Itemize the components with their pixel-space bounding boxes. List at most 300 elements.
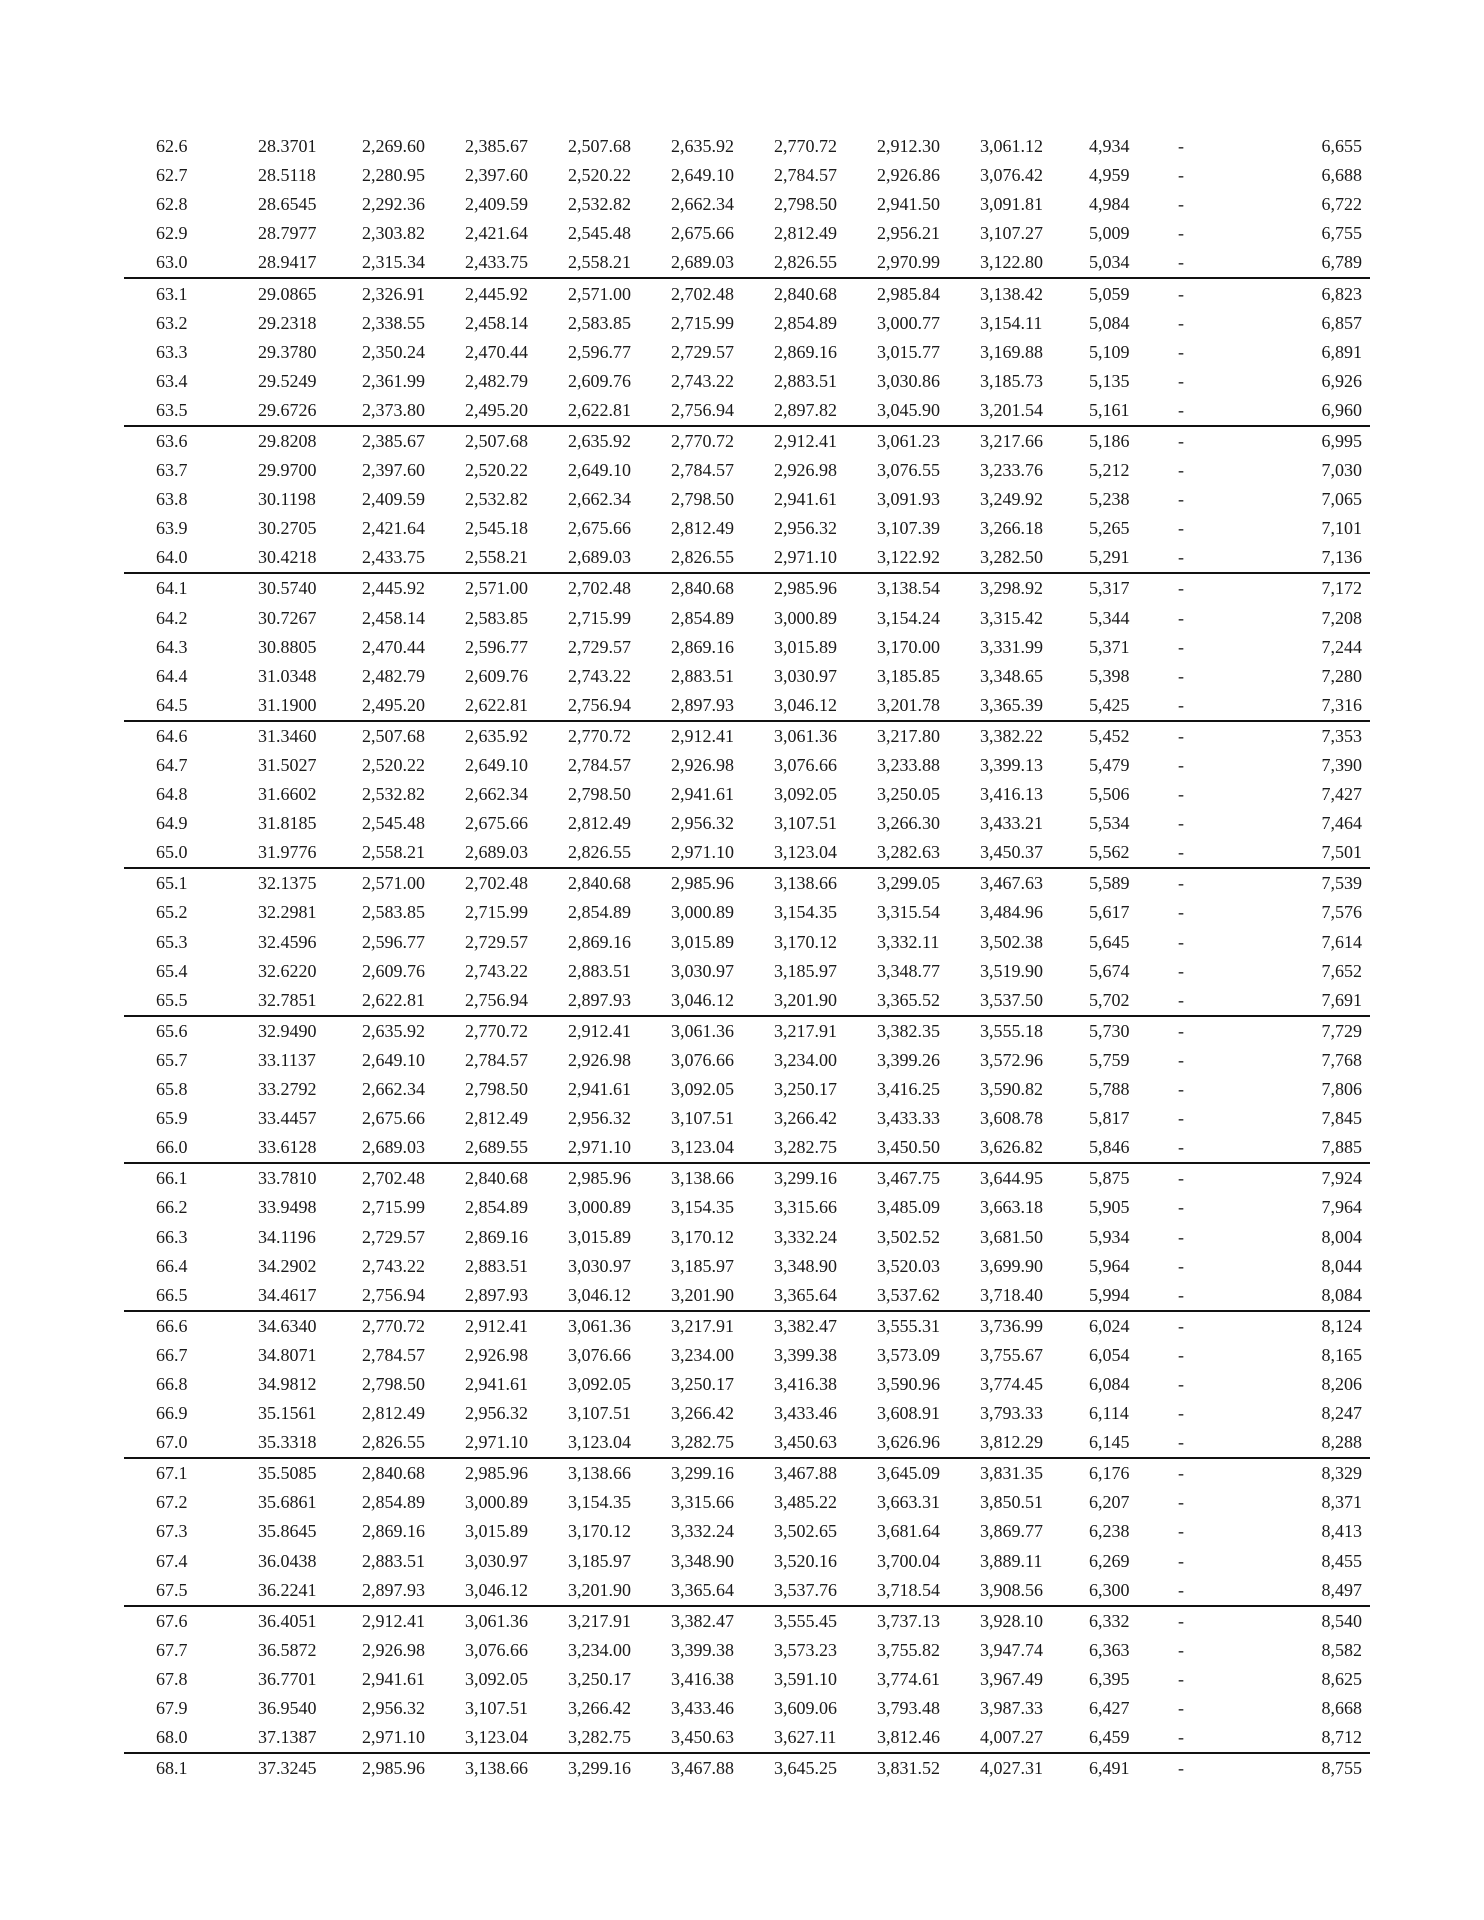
table-cell: 8,668 bbox=[1321, 1698, 1362, 1719]
table-cell: 63.9 bbox=[156, 518, 188, 539]
table-cell: 7,964 bbox=[1321, 1197, 1362, 1218]
table-cell: 3,030.97 bbox=[774, 665, 837, 686]
table-cell: 2,458.14 bbox=[465, 312, 528, 333]
table-cell: 6,084 bbox=[1089, 1373, 1130, 1394]
table-cell: 33.7810 bbox=[224, 1163, 328, 1193]
table-cell: 2,715.99 bbox=[362, 1197, 425, 1218]
table-cell: 3,382.35 bbox=[843, 1016, 946, 1046]
table-row bbox=[124, 161, 1370, 190]
table-row bbox=[124, 662, 1370, 691]
table-cell: 3,046.12 bbox=[568, 1284, 631, 1305]
table-cell: 2,869.16 bbox=[362, 1521, 425, 1542]
table-cell: 8,582 bbox=[1321, 1639, 1362, 1660]
table-row bbox=[124, 838, 1370, 868]
table-cell: 64.6 bbox=[124, 721, 224, 751]
table-cell: 3,365.39 bbox=[980, 694, 1043, 715]
table-cell: 63.5 bbox=[156, 399, 188, 420]
table-cell: 2,583.85 bbox=[362, 902, 425, 923]
table-cell: 3,348.65 bbox=[980, 665, 1043, 686]
table-cell: 62.9 bbox=[156, 223, 188, 244]
table-cell: 8,044 bbox=[1321, 1255, 1362, 1276]
table-cell: 2,715.99 bbox=[465, 902, 528, 923]
table-cell: 3,812.29 bbox=[980, 1432, 1043, 1453]
table-cell: 2,971.10 bbox=[671, 842, 734, 863]
table-cell: 3,537.76 bbox=[774, 1579, 837, 1600]
table-cell: 3,045.90 bbox=[877, 399, 940, 420]
table-cell: - bbox=[1178, 223, 1184, 244]
table-cell: 32.9490 bbox=[224, 1016, 328, 1046]
table-cell: 36.0438 bbox=[258, 1550, 317, 1571]
table-cell: 8,497 bbox=[1321, 1579, 1362, 1600]
table-cell: 2,715.99 bbox=[671, 312, 734, 333]
table-cell: 30.5740 bbox=[224, 573, 328, 603]
table-cell: 3,250.17 bbox=[774, 1079, 837, 1100]
table-cell: 7,768 bbox=[1321, 1049, 1362, 1070]
table-cell: 3,030.97 bbox=[465, 1550, 528, 1571]
table-cell: - bbox=[1148, 1458, 1246, 1488]
table-cell: 3,627.11 bbox=[774, 1727, 837, 1748]
table-cell: 7,464 bbox=[1321, 813, 1362, 834]
table-cell: 67.5 bbox=[156, 1579, 188, 1600]
table-cell: 5,534 bbox=[1089, 813, 1130, 834]
table-cell: 2,770.72 bbox=[534, 721, 637, 751]
table-cell: 5,059 bbox=[1049, 278, 1148, 308]
table-cell: 7,353 bbox=[1246, 721, 1370, 751]
table-cell: 5,562 bbox=[1089, 842, 1130, 863]
table-cell: 28.9417 bbox=[258, 252, 317, 273]
table-cell: 2,784.57 bbox=[362, 1344, 425, 1365]
table-cell: - bbox=[1148, 1311, 1246, 1341]
table-cell: - bbox=[1178, 1255, 1184, 1276]
table-cell: - bbox=[1178, 636, 1184, 657]
table-cell: 2,558.21 bbox=[465, 547, 528, 568]
table-cell: 2,743.22 bbox=[568, 665, 631, 686]
table-cell: 3,015.89 bbox=[774, 636, 837, 657]
table-cell: 3,107.51 bbox=[465, 1698, 528, 1719]
table-cell: 63.2 bbox=[156, 312, 188, 333]
table-cell: 2,702.48 bbox=[637, 278, 740, 308]
table-cell: 2,985.96 bbox=[637, 868, 740, 898]
table-cell: 3,755.82 bbox=[877, 1639, 940, 1660]
table-cell: 2,912.41 bbox=[328, 1606, 431, 1636]
table-cell: 2,702.48 bbox=[534, 573, 637, 603]
table-cell: 2,520.22 bbox=[568, 165, 631, 186]
table-cell: 2,985.84 bbox=[843, 278, 946, 308]
table-cell: 31.6602 bbox=[258, 784, 317, 805]
table-cell: 32.2981 bbox=[258, 902, 317, 923]
table-cell: 5,730 bbox=[1049, 1016, 1148, 1046]
table-cell: 2,840.68 bbox=[328, 1458, 431, 1488]
table-cell: 2,743.22 bbox=[465, 960, 528, 981]
table-cell: 2,926.86 bbox=[877, 165, 940, 186]
table-cell: 33.4457 bbox=[258, 1108, 317, 1129]
table-cell: 5,371 bbox=[1089, 636, 1130, 657]
table-cell: 2,971.10 bbox=[568, 1137, 631, 1158]
table-cell: 32.7851 bbox=[258, 989, 317, 1010]
table-cell: 66.5 bbox=[156, 1284, 188, 1305]
table-cell: 3,076.66 bbox=[671, 1049, 734, 1070]
table-cell: 4,027.31 bbox=[946, 1753, 1049, 1783]
table-row bbox=[124, 780, 1370, 809]
table-cell: 2,545.18 bbox=[465, 518, 528, 539]
table-row bbox=[124, 367, 1370, 396]
table-cell: 3,185.85 bbox=[877, 665, 940, 686]
table-cell: 8,755 bbox=[1246, 1753, 1370, 1783]
table-cell: 3,572.96 bbox=[980, 1049, 1043, 1070]
table-cell: 2,571.00 bbox=[534, 278, 637, 308]
table-cell: 3,382.22 bbox=[946, 721, 1049, 751]
table-cell: 2,520.22 bbox=[465, 460, 528, 481]
table-cell: 2,770.72 bbox=[637, 426, 740, 456]
table-cell: - bbox=[1148, 1016, 1246, 1046]
table-cell: 3,644.95 bbox=[946, 1163, 1049, 1193]
table-cell: 2,985.96 bbox=[534, 1163, 637, 1193]
table-row bbox=[124, 1458, 1370, 1488]
table-cell: 33.1137 bbox=[258, 1049, 316, 1070]
table-cell: 2,956.32 bbox=[671, 813, 734, 834]
table-cell: 2,596.77 bbox=[568, 341, 631, 362]
table-cell: 3,645.09 bbox=[843, 1458, 946, 1488]
table-cell: 2,941.61 bbox=[568, 1079, 631, 1100]
table-cell: 3,365.64 bbox=[671, 1579, 734, 1600]
table-cell: 3,170.12 bbox=[774, 931, 837, 952]
table-cell: 3,399.26 bbox=[877, 1049, 940, 1070]
table-cell: 2,622.81 bbox=[568, 399, 631, 420]
table-cell: 65.3 bbox=[156, 931, 188, 952]
table-cell: 3,467.75 bbox=[843, 1163, 946, 1193]
table-cell: 3,450.63 bbox=[671, 1727, 734, 1748]
table-cell: 3,107.51 bbox=[568, 1403, 631, 1424]
table-cell: 2,985.96 bbox=[328, 1753, 431, 1783]
table-cell: 3,154.35 bbox=[774, 902, 837, 923]
table-cell: 65.2 bbox=[156, 902, 188, 923]
table-cell: 3,107.27 bbox=[980, 223, 1043, 244]
table-cell: 2,596.77 bbox=[465, 636, 528, 657]
table-cell: 63.7 bbox=[156, 460, 188, 481]
table-cell: 65.1 bbox=[124, 868, 224, 898]
table-cell: 3,416.38 bbox=[774, 1373, 837, 1394]
table-cell: 3,185.97 bbox=[774, 960, 837, 981]
table-cell: 2,840.68 bbox=[637, 573, 740, 603]
table-cell: 2,840.68 bbox=[740, 278, 843, 308]
table-cell: 3,947.74 bbox=[980, 1639, 1043, 1660]
table-cell: 2,926.98 bbox=[568, 1049, 631, 1070]
table-cell: 2,883.51 bbox=[671, 665, 734, 686]
table-cell: 3,061.36 bbox=[740, 721, 843, 751]
table-cell: 8,206 bbox=[1321, 1373, 1362, 1394]
table-cell: 2,571.00 bbox=[328, 868, 431, 898]
table-cell: 3,718.40 bbox=[980, 1284, 1043, 1305]
table-row bbox=[124, 1428, 1370, 1458]
table-cell: 2,756.94 bbox=[568, 694, 631, 715]
table-cell: 3,399.38 bbox=[774, 1344, 837, 1365]
table-row bbox=[124, 132, 1370, 161]
table-cell: - bbox=[1148, 721, 1246, 751]
table-cell: 3,502.65 bbox=[774, 1521, 837, 1542]
table-cell: 3,467.88 bbox=[740, 1458, 843, 1488]
table-cell: 8,165 bbox=[1321, 1344, 1362, 1365]
table-cell: 35.1561 bbox=[258, 1403, 317, 1424]
table-cell: 3,282.63 bbox=[877, 842, 940, 863]
table-cell: 2,662.34 bbox=[465, 784, 528, 805]
table-row bbox=[124, 691, 1370, 721]
table-cell: 37.3245 bbox=[224, 1753, 328, 1783]
table-cell: 3,123.04 bbox=[568, 1432, 631, 1453]
table-cell: 2,421.64 bbox=[465, 223, 528, 244]
table-cell: 3,138.66 bbox=[534, 1458, 637, 1488]
table-row bbox=[124, 1694, 1370, 1723]
table-cell: - bbox=[1178, 1197, 1184, 1218]
table-cell: 2,507.68 bbox=[568, 136, 631, 157]
table-cell: 3,030.97 bbox=[671, 960, 734, 981]
table-row bbox=[124, 986, 1370, 1016]
table-cell: 66.0 bbox=[156, 1137, 188, 1158]
table-cell: 2,941.61 bbox=[774, 489, 837, 510]
table-row bbox=[124, 543, 1370, 573]
table-cell: 3,201.90 bbox=[671, 1284, 734, 1305]
table-cell: 5,084 bbox=[1089, 312, 1130, 333]
table-cell: 2,649.10 bbox=[465, 755, 528, 776]
table-cell: 62.8 bbox=[156, 194, 188, 215]
table-cell: 3,092.05 bbox=[671, 1079, 734, 1100]
table-cell: 6,823 bbox=[1246, 278, 1370, 308]
table-cell: 2,715.99 bbox=[568, 607, 631, 628]
table-cell: 2,385.67 bbox=[328, 426, 431, 456]
table-cell: 6,024 bbox=[1049, 1311, 1148, 1341]
table-cell: 2,280.95 bbox=[362, 165, 425, 186]
table-cell: 2,756.94 bbox=[362, 1284, 425, 1305]
table-cell: 2,883.51 bbox=[568, 960, 631, 981]
table-cell: 3,433.46 bbox=[774, 1403, 837, 1424]
table-cell: 32.4596 bbox=[258, 931, 317, 952]
table-cell: 3,681.64 bbox=[877, 1521, 940, 1542]
table-cell: 3,332.11 bbox=[877, 931, 940, 952]
table-cell: 3,154.35 bbox=[568, 1492, 631, 1513]
table-cell: 35.5085 bbox=[224, 1458, 328, 1488]
table-cell: 3,831.35 bbox=[946, 1458, 1049, 1488]
table-cell: 3,233.88 bbox=[877, 755, 940, 776]
table-cell: 5,788 bbox=[1089, 1079, 1130, 1100]
table-cell: 3,365.52 bbox=[877, 989, 940, 1010]
table-cell: 29.3780 bbox=[258, 341, 317, 362]
table-cell: 3,850.51 bbox=[980, 1492, 1043, 1513]
table-row bbox=[124, 426, 1370, 456]
table-cell: 8,413 bbox=[1321, 1521, 1362, 1542]
table-cell: 33.6128 bbox=[258, 1137, 317, 1158]
table-cell: - bbox=[1178, 1108, 1184, 1129]
table-cell: 6,960 bbox=[1321, 399, 1362, 420]
table-cell: 2,558.21 bbox=[362, 842, 425, 863]
table-cell: 3,555.45 bbox=[740, 1606, 843, 1636]
table-cell: 3,061.36 bbox=[637, 1016, 740, 1046]
table-cell: 3,450.50 bbox=[877, 1137, 940, 1158]
table-cell: 2,926.98 bbox=[774, 460, 837, 481]
table-cell: 8,455 bbox=[1321, 1550, 1362, 1571]
table-cell: 28.6545 bbox=[258, 194, 317, 215]
table-cell: 65.6 bbox=[124, 1016, 224, 1046]
table-cell: 3,299.05 bbox=[843, 868, 946, 898]
table-cell: 2,397.60 bbox=[362, 460, 425, 481]
table-row bbox=[124, 1606, 1370, 1636]
table-cell: 3,076.55 bbox=[877, 460, 940, 481]
table-row bbox=[124, 1636, 1370, 1665]
table-cell: 64.5 bbox=[156, 694, 188, 715]
table-cell: 2,897.93 bbox=[568, 989, 631, 1010]
table-cell: 3,092.05 bbox=[465, 1668, 528, 1689]
table-cell: 2,649.10 bbox=[568, 460, 631, 481]
table-cell: 2,770.72 bbox=[774, 136, 837, 157]
table-row bbox=[124, 278, 1370, 308]
table-cell: 2,495.20 bbox=[465, 399, 528, 420]
table-cell: 67.2 bbox=[156, 1492, 188, 1513]
table-cell: 2,292.36 bbox=[362, 194, 425, 215]
table-cell: 2,675.66 bbox=[362, 1108, 425, 1129]
table-cell: 6,995 bbox=[1246, 426, 1370, 456]
table-body bbox=[124, 132, 1370, 1783]
table-cell: 8,084 bbox=[1321, 1284, 1362, 1305]
table-cell: 6,145 bbox=[1089, 1432, 1130, 1453]
table-cell: 3,266.30 bbox=[877, 813, 940, 834]
table-row bbox=[124, 809, 1370, 838]
table-cell: 63.6 bbox=[124, 426, 224, 456]
table-cell: 2,798.50 bbox=[465, 1079, 528, 1100]
table-cell: - bbox=[1178, 931, 1184, 952]
table-cell: 2,702.48 bbox=[431, 868, 534, 898]
table-cell: 30.7267 bbox=[258, 607, 317, 628]
table-cell: 3,908.56 bbox=[980, 1579, 1043, 1600]
table-cell: 36.9540 bbox=[258, 1698, 317, 1719]
table-cell: 33.9498 bbox=[258, 1197, 317, 1218]
table-cell: 3,928.10 bbox=[946, 1606, 1049, 1636]
table-cell: 3,348.77 bbox=[877, 960, 940, 981]
table-row bbox=[124, 1723, 1370, 1753]
table-row bbox=[124, 248, 1370, 278]
table-cell: 2,756.94 bbox=[465, 989, 528, 1010]
table-cell: 3,348.90 bbox=[671, 1550, 734, 1571]
table-cell: 3,266.18 bbox=[980, 518, 1043, 539]
table-cell: 6,926 bbox=[1321, 370, 1362, 391]
table-row bbox=[124, 633, 1370, 662]
table-cell: - bbox=[1178, 1226, 1184, 1247]
table-cell: - bbox=[1178, 194, 1184, 215]
table-cell: 3,987.33 bbox=[980, 1698, 1043, 1719]
table-cell: - bbox=[1178, 784, 1184, 805]
table-cell: 3,061.12 bbox=[980, 136, 1043, 157]
table-cell: 2,338.55 bbox=[362, 312, 425, 333]
table-cell: 62.7 bbox=[156, 165, 188, 186]
table-cell: - bbox=[1178, 989, 1184, 1010]
table-cell: 3,030.97 bbox=[568, 1255, 631, 1276]
table-cell: 2,507.68 bbox=[431, 426, 534, 456]
table-row bbox=[124, 1133, 1370, 1163]
table-row bbox=[124, 1753, 1370, 1783]
table-cell: - bbox=[1178, 755, 1184, 776]
table-cell: - bbox=[1178, 1698, 1184, 1719]
table-cell: 6,114 bbox=[1089, 1403, 1129, 1424]
table-cell: 3,217.91 bbox=[637, 1311, 740, 1341]
table-cell: 64.9 bbox=[156, 813, 188, 834]
table-cell: 3,266.42 bbox=[568, 1698, 631, 1719]
table-cell: 8,540 bbox=[1246, 1606, 1370, 1636]
table-row bbox=[124, 485, 1370, 514]
table-cell: 34.4617 bbox=[258, 1284, 317, 1305]
table-cell: 3,249.92 bbox=[980, 489, 1043, 510]
table-cell: 3,154.35 bbox=[671, 1197, 734, 1218]
table-cell: 5,964 bbox=[1089, 1255, 1130, 1276]
table-cell: 65.4 bbox=[156, 960, 188, 981]
table-cell: 3,626.96 bbox=[877, 1432, 940, 1453]
table-cell: - bbox=[1178, 460, 1184, 481]
table-cell: 4,984 bbox=[1089, 194, 1130, 215]
table-cell: 2,956.32 bbox=[362, 1698, 425, 1719]
table-cell: 3,061.36 bbox=[431, 1606, 534, 1636]
table-cell: 5,506 bbox=[1089, 784, 1130, 805]
table-cell: - bbox=[1178, 813, 1184, 834]
table-cell: 2,433.75 bbox=[465, 252, 528, 273]
table-cell: - bbox=[1178, 1344, 1184, 1365]
table-cell: 2,956.32 bbox=[568, 1108, 631, 1129]
table-row bbox=[124, 338, 1370, 367]
table-cell: 3,138.66 bbox=[740, 868, 843, 898]
table-cell: 2,956.32 bbox=[774, 518, 837, 539]
table-cell: 35.3318 bbox=[258, 1432, 317, 1453]
table-cell: 66.2 bbox=[156, 1197, 188, 1218]
table-cell: 34.8071 bbox=[258, 1344, 317, 1365]
table-cell: 3,250.05 bbox=[877, 784, 940, 805]
table-cell: 3,170.12 bbox=[568, 1521, 631, 1542]
table-row bbox=[124, 1341, 1370, 1370]
table-cell: 8,004 bbox=[1321, 1226, 1362, 1247]
table-cell: 5,344 bbox=[1089, 607, 1130, 628]
table-cell: 3,382.47 bbox=[740, 1311, 843, 1341]
table-cell: 3,774.61 bbox=[877, 1668, 940, 1689]
table-cell: 64.0 bbox=[156, 547, 188, 568]
table-cell: 3,793.48 bbox=[877, 1698, 940, 1719]
table-cell: 5,645 bbox=[1089, 931, 1130, 952]
table-cell: - bbox=[1178, 1049, 1184, 1070]
table-cell: 2,956.21 bbox=[877, 223, 940, 244]
table-cell: 29.8208 bbox=[224, 426, 328, 456]
table-cell: 36.7701 bbox=[258, 1668, 317, 1689]
table-cell: 2,798.50 bbox=[671, 489, 734, 510]
table-cell: 3,122.92 bbox=[877, 547, 940, 568]
table-cell: 3,502.52 bbox=[877, 1226, 940, 1247]
table-cell: 2,883.51 bbox=[362, 1550, 425, 1571]
table-cell: 67.3 bbox=[156, 1521, 188, 1542]
table-cell: 3,201.90 bbox=[774, 989, 837, 1010]
table-cell: 2,495.20 bbox=[362, 694, 425, 715]
table-cell: 3,736.99 bbox=[946, 1311, 1049, 1341]
table-cell: 2,869.16 bbox=[465, 1226, 528, 1247]
table-cell: 28.7977 bbox=[258, 223, 317, 244]
table-cell: 2,985.96 bbox=[740, 573, 843, 603]
table-cell: 6,332 bbox=[1049, 1606, 1148, 1636]
table-cell: - bbox=[1178, 1284, 1184, 1305]
table-cell: 2,784.57 bbox=[671, 460, 734, 481]
table-cell: 2,854.89 bbox=[774, 312, 837, 333]
table-cell: 64.3 bbox=[156, 636, 188, 657]
table-cell: 4,959 bbox=[1089, 165, 1130, 186]
table-cell: 3,537.50 bbox=[980, 989, 1043, 1010]
table-cell: 2,985.96 bbox=[431, 1458, 534, 1488]
table-cell: 66.8 bbox=[156, 1373, 188, 1394]
table-cell: - bbox=[1178, 1373, 1184, 1394]
table-cell: 7,614 bbox=[1321, 931, 1362, 952]
table-cell: 2,532.82 bbox=[362, 784, 425, 805]
table-cell: 3,537.62 bbox=[877, 1284, 940, 1305]
table-cell: 2,303.82 bbox=[362, 223, 425, 244]
table-cell: 8,371 bbox=[1321, 1492, 1362, 1513]
